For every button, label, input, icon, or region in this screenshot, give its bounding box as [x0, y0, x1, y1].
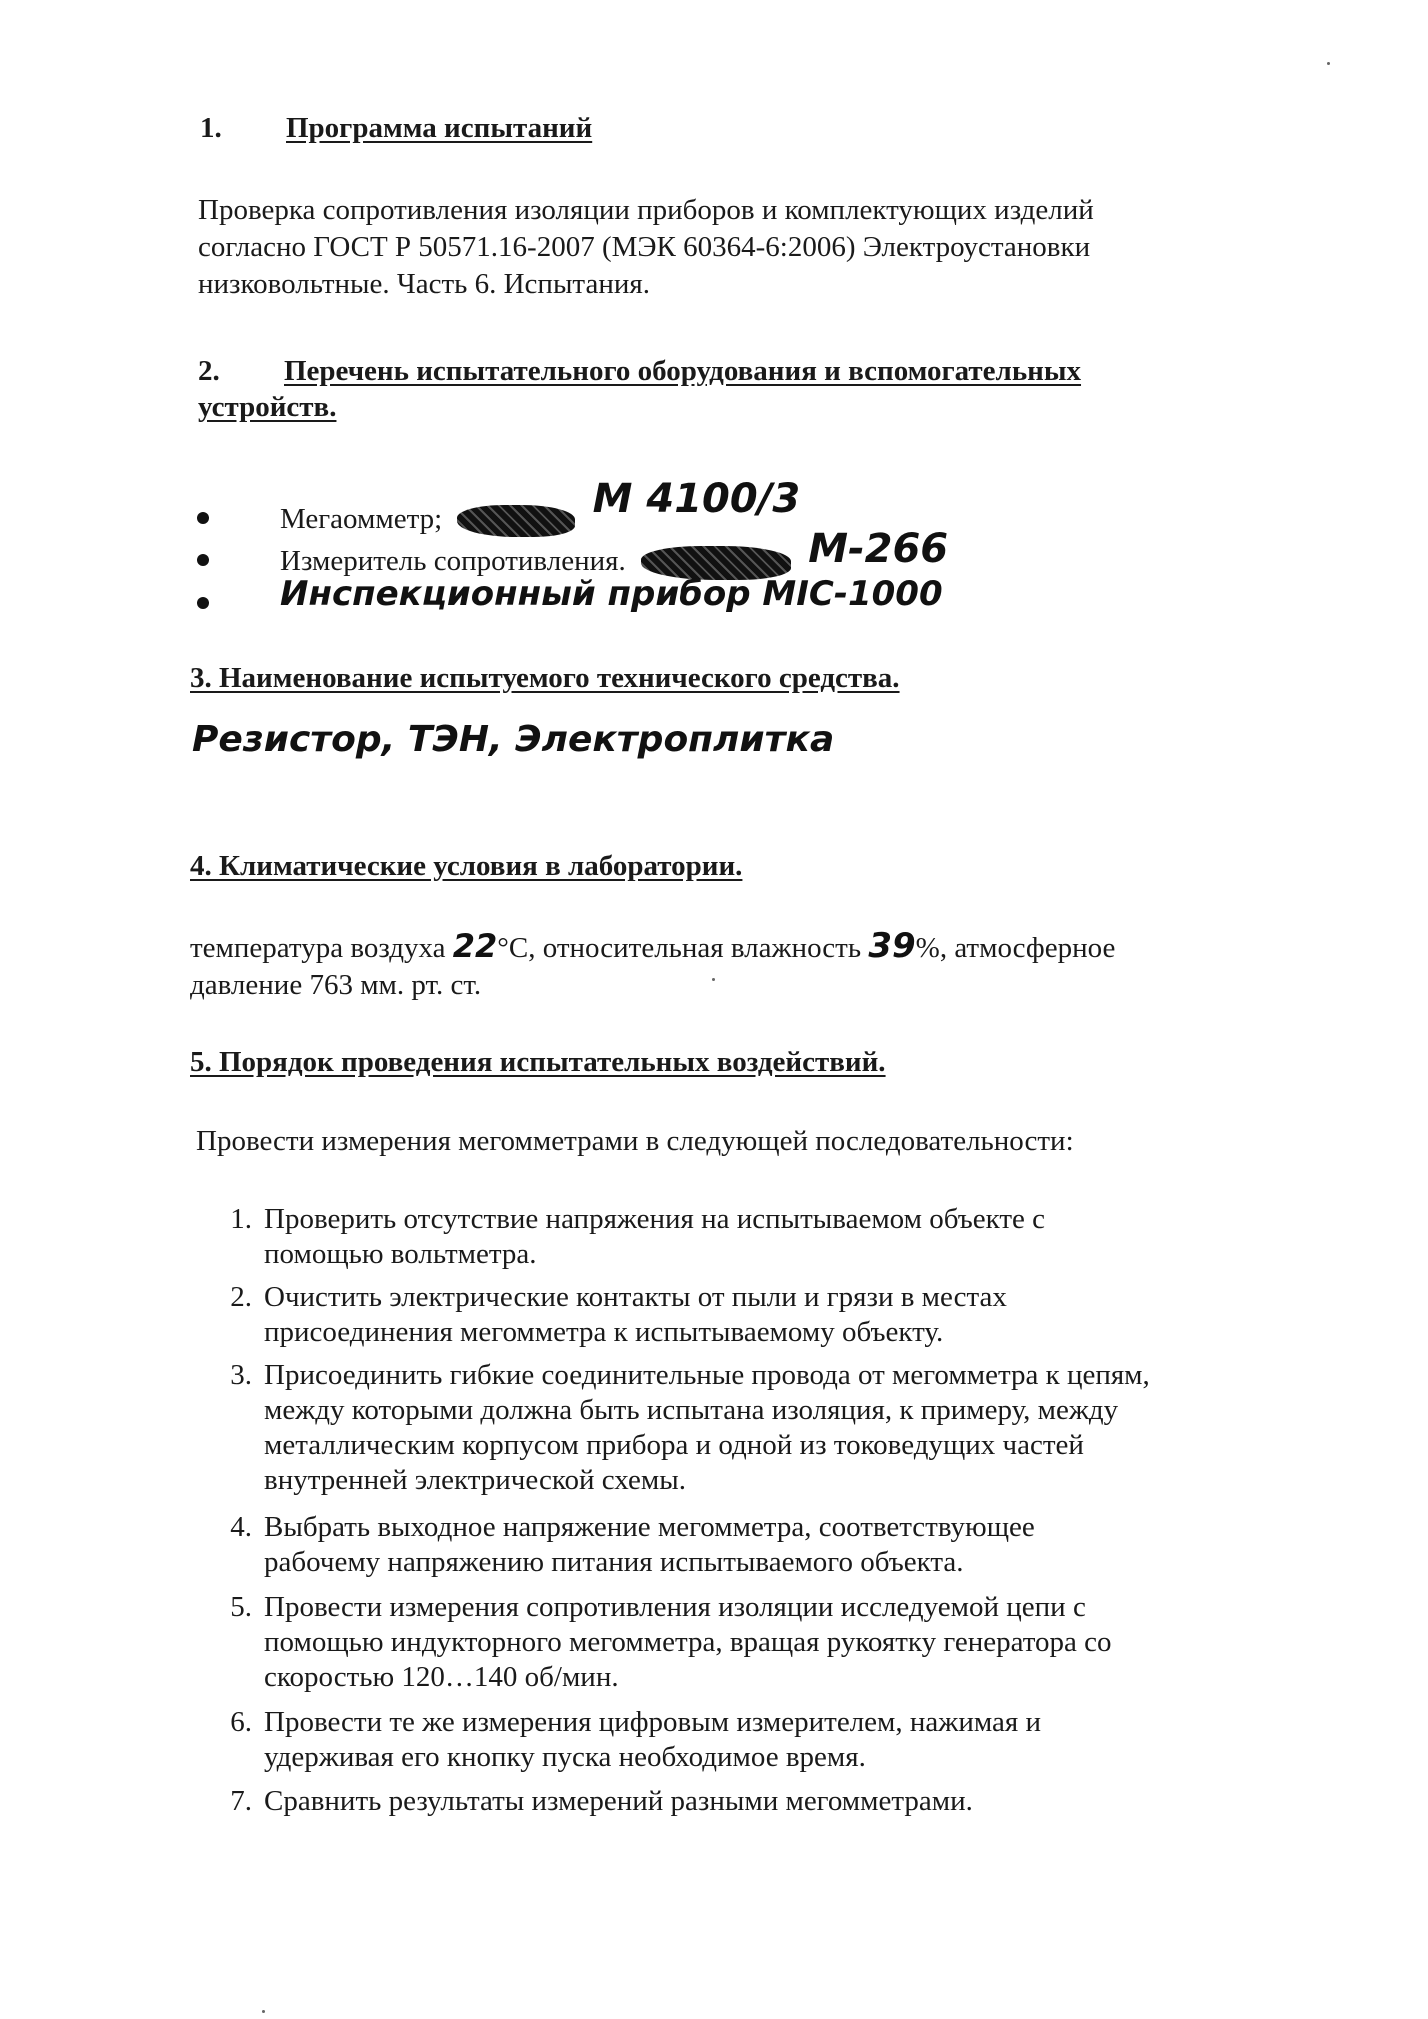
section5-title: 5. Порядок проведения испытательных воздействий. — [190, 1046, 886, 1078]
step-number: 5. — [230, 1591, 252, 1623]
section4-heading — [190, 848, 742, 884]
step-text — [264, 1784, 973, 1819]
scan-speck — [262, 2010, 265, 2013]
climate-text-line2: давление 763 мм. рт. ст. — [190, 969, 482, 1001]
step-line: Очистить электрические контакты от пыли и грязи в местах — [264, 1281, 1007, 1313]
section2-title-line2: устройств. — [198, 391, 337, 423]
section2-title-line1: Перечень испытательного оборудования и вспомогательных — [284, 355, 1082, 387]
procedure-intro — [196, 1123, 1074, 1160]
step-line: присоединения мегомметра к испытываемому объекту. — [264, 1316, 944, 1348]
section5-heading — [190, 1044, 886, 1080]
handwritten-devices: Резистор, ТЭН, Электроплитка — [192, 719, 835, 760]
step-line: Выбрать выходное напряжение мегомметра, соответствующее — [264, 1511, 1035, 1543]
step-line: рабочему напряжению питания испытываемого объекта. — [264, 1546, 964, 1578]
step-line: металлическим корпусом прибора и одной из токоведущих частей — [264, 1429, 1084, 1461]
step-line: Присоединить гибкие соединительные провода от мегомметра к цепям, — [264, 1359, 1150, 1391]
section1-line: Проверка сопротивления изоляции приборов и комплектующих изделий — [198, 194, 1094, 226]
step-line: между которыми должна быть испытана изоляция, к примеру, между — [264, 1394, 1119, 1426]
step-text — [264, 1358, 1150, 1498]
procedure-intro-text: Провести измерения мегомметрами в следующей последовательности: — [196, 1125, 1074, 1157]
step-number: 7. — [230, 1785, 252, 1817]
step-line: Провести те же измерения цифровым измерителем, нажимая и — [264, 1706, 1041, 1738]
step-number: 1. — [230, 1203, 252, 1235]
equipment-label-2: Измеритель сопротивления. — [280, 545, 626, 577]
equipment-item-3 — [280, 576, 943, 614]
section1-line: согласно ГОСТ Р 50571.16-2007 (МЭК 60364-6:2006) Электроустановки — [198, 231, 1091, 263]
climate-text-part: °C, относительная влажность — [497, 932, 862, 964]
section1-number: 1. — [200, 112, 222, 144]
handwritten-model-1: M 4100/3 — [592, 476, 801, 522]
step-line: Сравнить результаты измерений разными мегомметрами. — [264, 1785, 973, 1817]
section1-text — [198, 192, 1094, 303]
climate-text-part: %, атмосферное — [915, 932, 1116, 964]
tested-devices — [192, 719, 835, 760]
step-text — [264, 1510, 1035, 1580]
scan-speck — [712, 978, 715, 981]
section3-heading — [190, 660, 900, 696]
section3-title: 3. Наименование испытуемого технического средства. — [190, 662, 900, 694]
step-line: внутренней электрической схемы. — [264, 1464, 686, 1496]
step-text — [264, 1705, 1041, 1775]
section2-number: 2. — [198, 355, 220, 387]
equipment-label-1: Мегаомметр; — [280, 503, 443, 535]
scan-speck — [1327, 62, 1330, 65]
step-text — [264, 1590, 1112, 1695]
climate-text-part: температура воздуха — [190, 932, 446, 964]
section4-title: 4. Климатические условия в лаборатории. — [190, 850, 743, 882]
step-text — [264, 1280, 1007, 1350]
step-number: 6. — [230, 1706, 252, 1738]
equipment-item-1 — [280, 476, 801, 537]
climate-text — [190, 928, 1115, 1004]
step-number: 3. — [230, 1359, 252, 1391]
step-line: Проверить отсутствие напряжения на испытываемом объекте с — [264, 1203, 1045, 1235]
step-text — [264, 1202, 1045, 1272]
bullet-3 — [197, 597, 209, 609]
step-line: помощью индукторного мегомметра, вращая рукоятку генератора со — [264, 1626, 1112, 1658]
section1-title: Программа испытаний — [286, 112, 593, 144]
step-line: Провести измерения сопротивления изоляции исследуемой цепи с — [264, 1591, 1086, 1623]
step-line: скоростью 120…140 об/мин. — [264, 1661, 619, 1693]
bullet-2 — [197, 554, 209, 566]
bullet-1 — [197, 512, 209, 524]
step-line: удерживая его кнопку пуска необходимое время. — [264, 1741, 866, 1773]
section2-heading — [198, 353, 1081, 425]
handwritten-temperature: 22 — [452, 927, 498, 965]
handwritten-model-2: M-266 — [808, 526, 949, 572]
step-line: помощью вольтметра. — [264, 1238, 537, 1270]
step-number: 4. — [230, 1511, 252, 1543]
section1-line: низковольтные. Часть 6. Испытания. — [198, 268, 650, 300]
section1-heading — [200, 110, 592, 146]
handwritten-model-3: Инспекционный прибор MIC-1000 — [280, 574, 943, 614]
step-number: 2. — [230, 1281, 252, 1313]
handwritten-humidity: 39 — [868, 926, 916, 966]
redaction-scribble — [457, 505, 575, 537]
